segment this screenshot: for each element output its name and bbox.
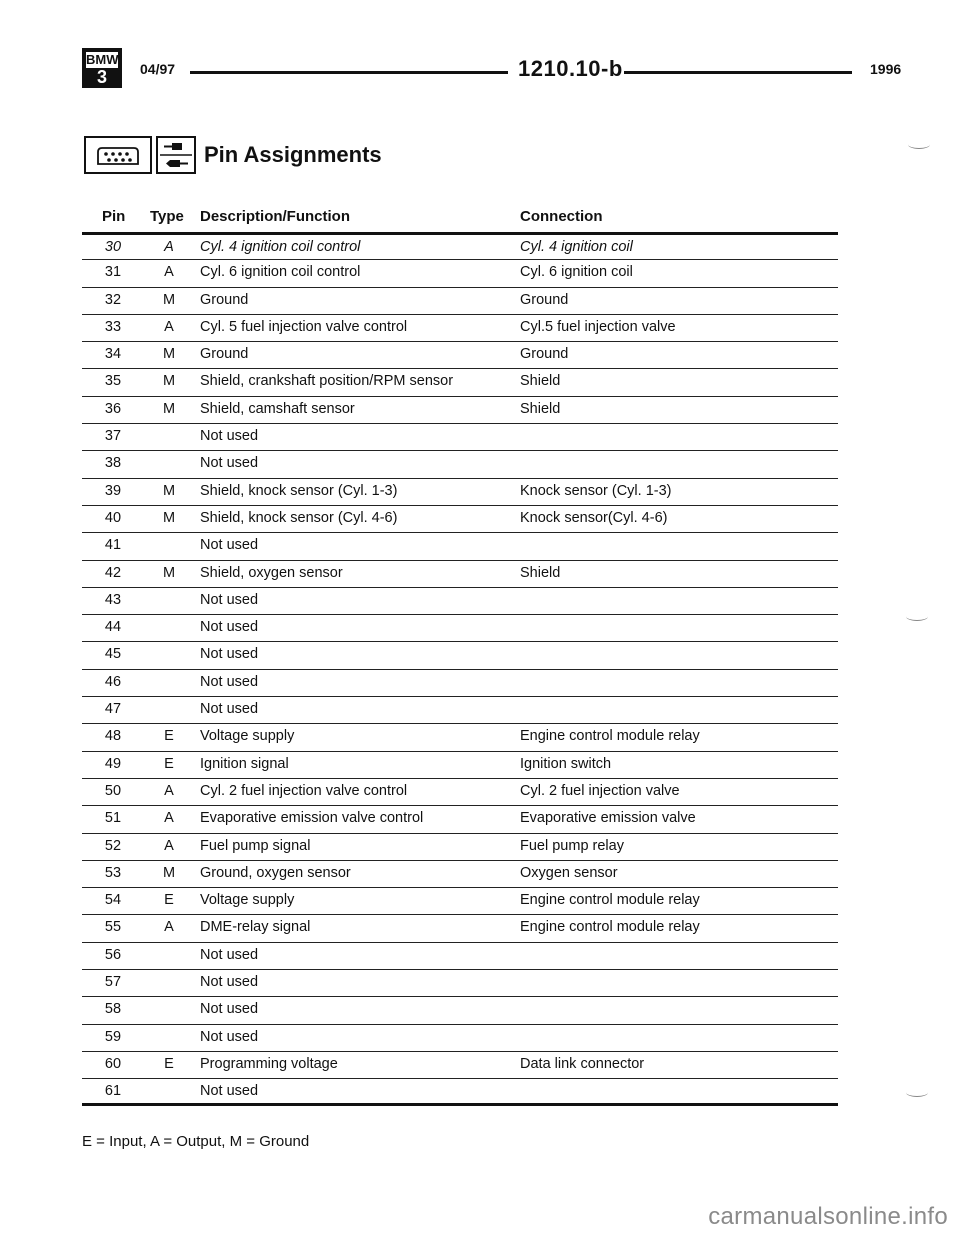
page-header bbox=[82, 48, 902, 94]
pin-cell: 47 bbox=[104, 701, 122, 718]
type-cell: A bbox=[164, 782, 174, 799]
description-cell: Cyl. 5 fuel injection valve control bbox=[200, 318, 408, 335]
type-cell: A bbox=[164, 810, 174, 827]
type-cell: E bbox=[164, 728, 174, 745]
pin-cell: 51 bbox=[104, 810, 122, 827]
col-header-pin: Pin bbox=[102, 208, 126, 225]
type-cell: M bbox=[162, 564, 176, 581]
pin-cell: 35 bbox=[104, 373, 122, 390]
pin-cell: 36 bbox=[104, 400, 122, 417]
type-cell: M bbox=[162, 346, 176, 363]
table-header bbox=[82, 204, 838, 232]
table-row bbox=[82, 423, 838, 450]
type-cell: A bbox=[164, 264, 174, 281]
pin-cell: 52 bbox=[104, 837, 122, 854]
pin-table-body bbox=[82, 232, 838, 1106]
watermark: carmanualsonline.info bbox=[708, 1203, 948, 1230]
table-row bbox=[82, 560, 838, 587]
connection-cell: Knock sensor (Cyl. 1-3) bbox=[520, 482, 672, 499]
description-cell: Cyl. 2 fuel injection valve control bbox=[200, 782, 408, 799]
type-cell: M bbox=[162, 400, 176, 417]
pin-cell: 33 bbox=[104, 318, 122, 335]
bmw-logo-icon bbox=[82, 48, 122, 88]
table-row bbox=[82, 614, 838, 641]
pin-cell: 49 bbox=[104, 755, 122, 772]
description-cell: Fuel pump signal bbox=[200, 837, 311, 854]
description-cell: Not used bbox=[200, 946, 259, 963]
type-legend: E = Input, A = Output, M = Ground bbox=[82, 1133, 310, 1150]
type-cell: A bbox=[164, 318, 174, 335]
table-row bbox=[82, 314, 838, 341]
pin-cell: 61 bbox=[104, 1083, 122, 1100]
pin-cell: 43 bbox=[104, 591, 122, 608]
pin-cell: 48 bbox=[104, 728, 122, 745]
doc-code: 1210.10-b bbox=[518, 56, 623, 81]
margin-mark bbox=[906, 1088, 928, 1097]
description-cell: Not used bbox=[200, 537, 259, 554]
connection-cell: Engine control module relay bbox=[520, 919, 700, 936]
table-row bbox=[82, 723, 838, 750]
description-cell: Shield, oxygen sensor bbox=[200, 564, 343, 581]
connection-cell: Cyl.5 fuel injection valve bbox=[520, 318, 676, 335]
connection-cell: Knock sensor(Cyl. 4-6) bbox=[520, 509, 668, 526]
connection-cell: Cyl. 2 fuel injection valve bbox=[520, 782, 680, 799]
table-row bbox=[82, 751, 838, 778]
description-cell: Not used bbox=[200, 974, 259, 991]
pin-cell: 41 bbox=[104, 537, 122, 554]
connection-cell: Evaporative emission valve bbox=[520, 810, 696, 827]
table-row bbox=[82, 860, 838, 887]
description-cell: Cyl. 4 ignition coil control bbox=[200, 239, 361, 255]
margin-mark bbox=[906, 612, 928, 621]
table-row bbox=[82, 833, 838, 860]
connection-cell: Data link connector bbox=[520, 1055, 645, 1072]
pin-cell: 32 bbox=[104, 291, 122, 308]
table-row bbox=[82, 778, 838, 805]
pin-cell: 39 bbox=[104, 482, 122, 499]
description-cell: Cyl. 6 ignition coil control bbox=[200, 264, 361, 281]
description-cell: Not used bbox=[200, 646, 259, 663]
table-row bbox=[82, 532, 838, 559]
pin-cell: 59 bbox=[104, 1028, 122, 1045]
description-cell: Shield, knock sensor (Cyl. 4-6) bbox=[200, 509, 398, 526]
pin-cell: 56 bbox=[104, 946, 122, 963]
description-cell: Not used bbox=[200, 1001, 259, 1018]
connection-cell: Cyl. 4 ignition coil bbox=[520, 239, 633, 255]
pin-cell: 38 bbox=[104, 455, 122, 472]
pin-cell: 54 bbox=[104, 892, 122, 909]
table-row bbox=[82, 669, 838, 696]
pin-cell: 37 bbox=[104, 428, 122, 445]
pin-cell: 40 bbox=[104, 509, 122, 526]
table-row bbox=[82, 1078, 838, 1105]
col-header-description: Description/Function bbox=[200, 208, 350, 225]
table-row bbox=[82, 287, 838, 314]
connection-cell: Fuel pump relay bbox=[520, 837, 624, 854]
table-row bbox=[82, 1024, 838, 1051]
description-cell: Shield, knock sensor (Cyl. 1-3) bbox=[200, 482, 398, 499]
connection-cell: Ground bbox=[520, 346, 569, 363]
pin-cell: 30 bbox=[104, 239, 122, 255]
col-header-type: Type bbox=[150, 208, 184, 225]
table-row bbox=[82, 396, 838, 423]
description-cell: Not used bbox=[200, 619, 259, 636]
table-row bbox=[82, 341, 838, 368]
pin-cell: 46 bbox=[104, 673, 122, 690]
type-cell: M bbox=[162, 373, 176, 390]
pin-cell: 57 bbox=[104, 974, 122, 991]
table-row bbox=[82, 232, 838, 259]
type-cell: E bbox=[164, 755, 174, 772]
table-row bbox=[82, 914, 838, 941]
table-row bbox=[82, 996, 838, 1023]
connection-cell: Shield bbox=[520, 400, 561, 417]
type-cell: E bbox=[164, 1055, 174, 1072]
pin-cell: 55 bbox=[104, 919, 122, 936]
connection-cell: Ignition switch bbox=[520, 755, 612, 772]
description-cell: Not used bbox=[200, 701, 259, 718]
type-cell: A bbox=[164, 919, 174, 936]
pin-cell: 42 bbox=[104, 564, 122, 581]
description-cell: Not used bbox=[200, 1028, 259, 1045]
description-cell: Programming voltage bbox=[200, 1055, 338, 1072]
table-row bbox=[82, 259, 838, 286]
type-cell: M bbox=[162, 291, 176, 308]
description-cell: Shield, crankshaft position/RPM sensor bbox=[200, 373, 454, 390]
connection-cell: Shield bbox=[520, 373, 561, 390]
connection-cell: Ground bbox=[520, 291, 569, 308]
description-cell: Voltage supply bbox=[200, 728, 295, 745]
description-cell: DME-relay signal bbox=[200, 919, 311, 936]
description-cell: Not used bbox=[200, 1083, 259, 1100]
description-cell: Ground, oxygen sensor bbox=[200, 864, 351, 881]
type-cell: M bbox=[162, 482, 176, 499]
pin-cell: 34 bbox=[104, 346, 122, 363]
description-cell: Not used bbox=[200, 455, 259, 472]
description-cell: Voltage supply bbox=[200, 892, 295, 909]
logo-series: 3 bbox=[96, 67, 107, 87]
pin-cell: 53 bbox=[104, 864, 122, 881]
logo-brand: BMW bbox=[86, 52, 119, 67]
type-cell: A bbox=[164, 837, 174, 854]
header-year: 1996 bbox=[870, 61, 902, 77]
col-header-connection: Connection bbox=[520, 208, 603, 225]
pin-cell: 45 bbox=[104, 646, 122, 663]
pin-cell: 31 bbox=[104, 264, 122, 281]
table-row bbox=[82, 478, 838, 505]
margin-mark bbox=[908, 140, 930, 149]
table-row bbox=[82, 450, 838, 477]
connection-cell: Cyl. 6 ignition coil bbox=[520, 264, 633, 281]
header-rule-right bbox=[624, 71, 852, 74]
table-row bbox=[82, 969, 838, 996]
connector-icon bbox=[84, 136, 152, 174]
table-row bbox=[82, 805, 838, 832]
table-row bbox=[82, 942, 838, 969]
description-cell: Evaporative emission valve control bbox=[200, 810, 424, 827]
table-row bbox=[82, 587, 838, 614]
description-cell: Ground bbox=[200, 291, 249, 308]
page-title: Pin Assignments bbox=[204, 142, 382, 167]
connection-cell: Engine control module relay bbox=[520, 728, 700, 745]
description-cell: Not used bbox=[200, 428, 259, 445]
pin-plug-icon bbox=[156, 136, 196, 174]
type-cell: A bbox=[164, 239, 174, 255]
header-rule-left bbox=[190, 71, 508, 74]
pin-cell: 60 bbox=[104, 1055, 122, 1072]
description-cell: Not used bbox=[200, 591, 259, 608]
pin-cell: 44 bbox=[104, 619, 122, 636]
type-cell: M bbox=[162, 864, 176, 881]
table-row bbox=[82, 887, 838, 914]
description-cell: Ignition signal bbox=[200, 755, 289, 772]
pin-cell: 50 bbox=[104, 782, 122, 799]
connection-cell: Oxygen sensor bbox=[520, 864, 618, 881]
table-row bbox=[82, 505, 838, 532]
title-row bbox=[84, 136, 684, 176]
connection-cell: Shield bbox=[520, 564, 561, 581]
table-row bbox=[82, 641, 838, 668]
pin-cell: 58 bbox=[104, 1001, 122, 1018]
type-cell: M bbox=[162, 509, 176, 526]
description-cell: Ground bbox=[200, 346, 249, 363]
connection-cell: Engine control module relay bbox=[520, 892, 700, 909]
table-row bbox=[82, 368, 838, 395]
table-row bbox=[82, 696, 838, 723]
description-cell: Not used bbox=[200, 673, 259, 690]
description-cell: Shield, camshaft sensor bbox=[200, 400, 355, 417]
header-date: 04/97 bbox=[140, 61, 176, 77]
table-row bbox=[82, 1051, 838, 1078]
type-cell: E bbox=[164, 892, 174, 909]
